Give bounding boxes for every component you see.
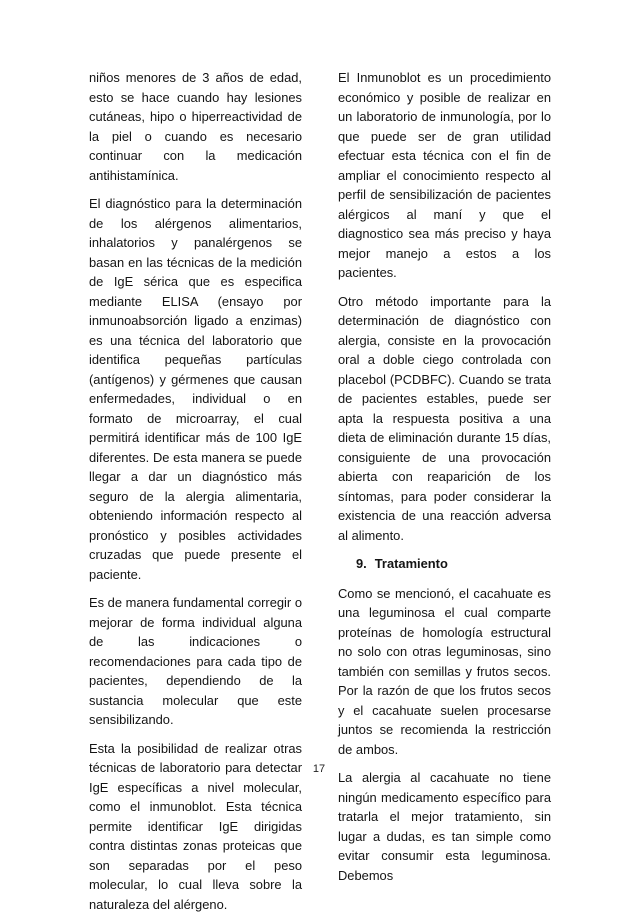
left-column [89, 68, 302, 923]
paragraph: Como se mencionó, el cacahuate es una leguminosa el cual comparte proteínas de homología estructural no solo con otras leguminosas, sino también con semillas y frutos secos. Por la razón de que los frutos secos y el cacahuate suelen procesarse juntos se recomienda la restricción de ambos. [338, 585, 551, 757]
paragraph: La alergia al cacahuate no tiene ningún medicamento específico para tratarla el mejor tratamiento, sin lugar a dudas, es tan simple como evitar consumir esta leguminosa. Debemos [338, 770, 551, 883]
paragraph: El diagnóstico para la determinación de los alérgenos alimentarios, inhalatorios y panalérgenos se basan en las técnicas de la medición de IgE sérica que es especifica mediante ELISA (ensayo por inmunoabsorción ligado a enzimas) es una técnica del laboratorio que identifica pequeñas partículas (antígenos) y gérmenes que causan enfermedades, individual o en formato de microarray, el cual permitirá identificar más de 100 IgE diferentes. De esta manera se puede llegar a dar un diagnóstico más seguro de la alergia alimentaria, obteniendo información respecto al pronóstico y posibles actividades cruzadas que puede presente el paciente. [89, 196, 302, 582]
paragraph: Es de manera fundamental corregir o mejorar de forma individual alguna de las indicaciones o recomendaciones para cada tipo de pacientes, dependiendo de la sustancia molecular que este sensibilizando. [89, 595, 302, 727]
section-title: Tratamiento [374, 556, 448, 571]
section-heading [338, 554, 551, 574]
paragraph: Esta la posibilidad de realizar otras técnicas de laboratorio para detectar IgE específicas a nivel molecular, como el inmunoblot. Esta técnica permite identificar IgE dirigidas contra distintas zonas proteicas que son separadas por el peso molecular, lo cual lleva sobre la naturaleza del alérgeno. [89, 740, 302, 912]
section-number: 9. [356, 556, 367, 571]
paragraph: El Inmunoblot es un procedimiento económico y posible de realizar en un laboratorio de inmunología, por lo que puede ser de gran utilidad efectuar esta técnica con el fin de ampliar el conocimiento respecto al perfil de sensibilización de pacientes alérgicos al maní y que el diagnostico sea más preciso y haya mejor manejo a estos a los pacientes. [338, 70, 551, 280]
page-number: 17 [312, 763, 326, 775]
paragraph: niños menores de 3 años de edad, esto se hace cuando hay lesiones cutáneas, hipo o hiperreactividad de la piel o cuando es necesario continuar con la medicación antihistamínica. [89, 70, 302, 183]
paragraph: Otro método importante para la determinación de diagnóstico con alergia, consiste en la provocación oral a doble ciego controlada con placebol (PCDBFC). Cuando se trata de pacientes estables, puede ser apta la respuesta positiva a una dieta de eliminación durante 15 días, consiguiente de una provocación abierta con reaparición de los síntomas, para poder considerar la existencia de una reacción adversa al alimento. [338, 293, 551, 543]
